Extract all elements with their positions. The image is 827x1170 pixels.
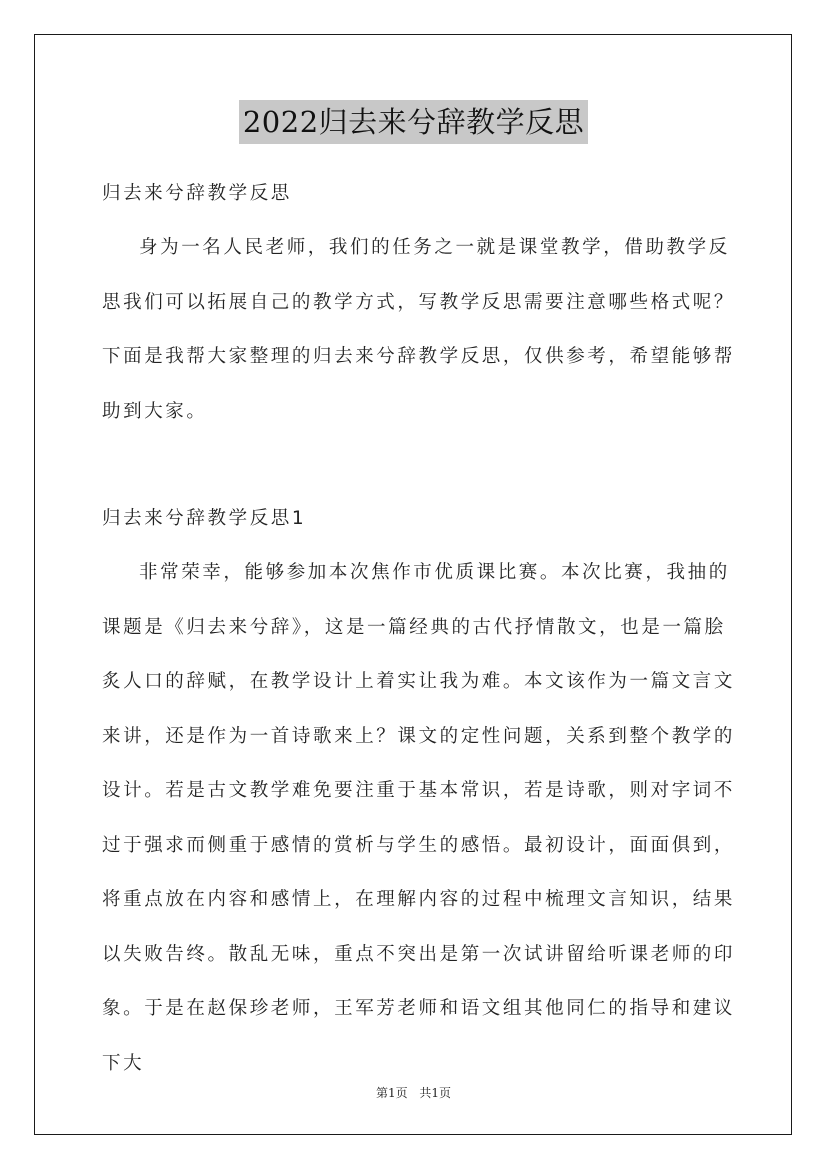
intro-paragraph: 身为一名人民老师，我们的任务之一就是课堂教学，借助教学反思我们可以拓展自己的教学方式，写教学反思需要注意哪些格式呢？下面是我帮大家整理的归去来兮辞教学反思，仅供参考，希望能够帮助到大家。 [102, 237, 736, 422]
document-subtitle: 归去来兮辞教学反思 [102, 183, 292, 204]
section-heading: 归去来兮辞教学反思1 [102, 508, 307, 529]
document-title: 2022归去来兮辞教学反思 [239, 100, 588, 144]
page-footer [0, 1084, 827, 1101]
page-number: 第1页 [375, 1086, 408, 1100]
section-paragraph: 非常荣幸，能够参加本次焦作市优质课比赛。本次比赛，我抽的课题是《归去来兮辞》，这是一篇经典的古代抒情散文，也是一篇脍炙人口的辞赋，在教学设计上着实让我为难。本文该作为一篇文言文来讲，还是作为一首诗歌来上？课文的定性问题，关系到整个教学的设计。若是古文教学难免要注重于基本常识，若是诗歌，则对字词不过于强求而侧重于感情的赏析与学生的感悟。最初设计，面面俱到，将重点放在内容和感情上，在理解内容的过程中梳理文言知识，结果以失败告终。散乱无味，重点不突出是第一次试讲留给听课老师的印象。于是在赵保珍老师，王军芳老师和语文组其他同仁的指导和建议下大 [102, 562, 736, 1074]
page-total: 共1页 [419, 1086, 452, 1100]
title-container [0, 100, 827, 144]
